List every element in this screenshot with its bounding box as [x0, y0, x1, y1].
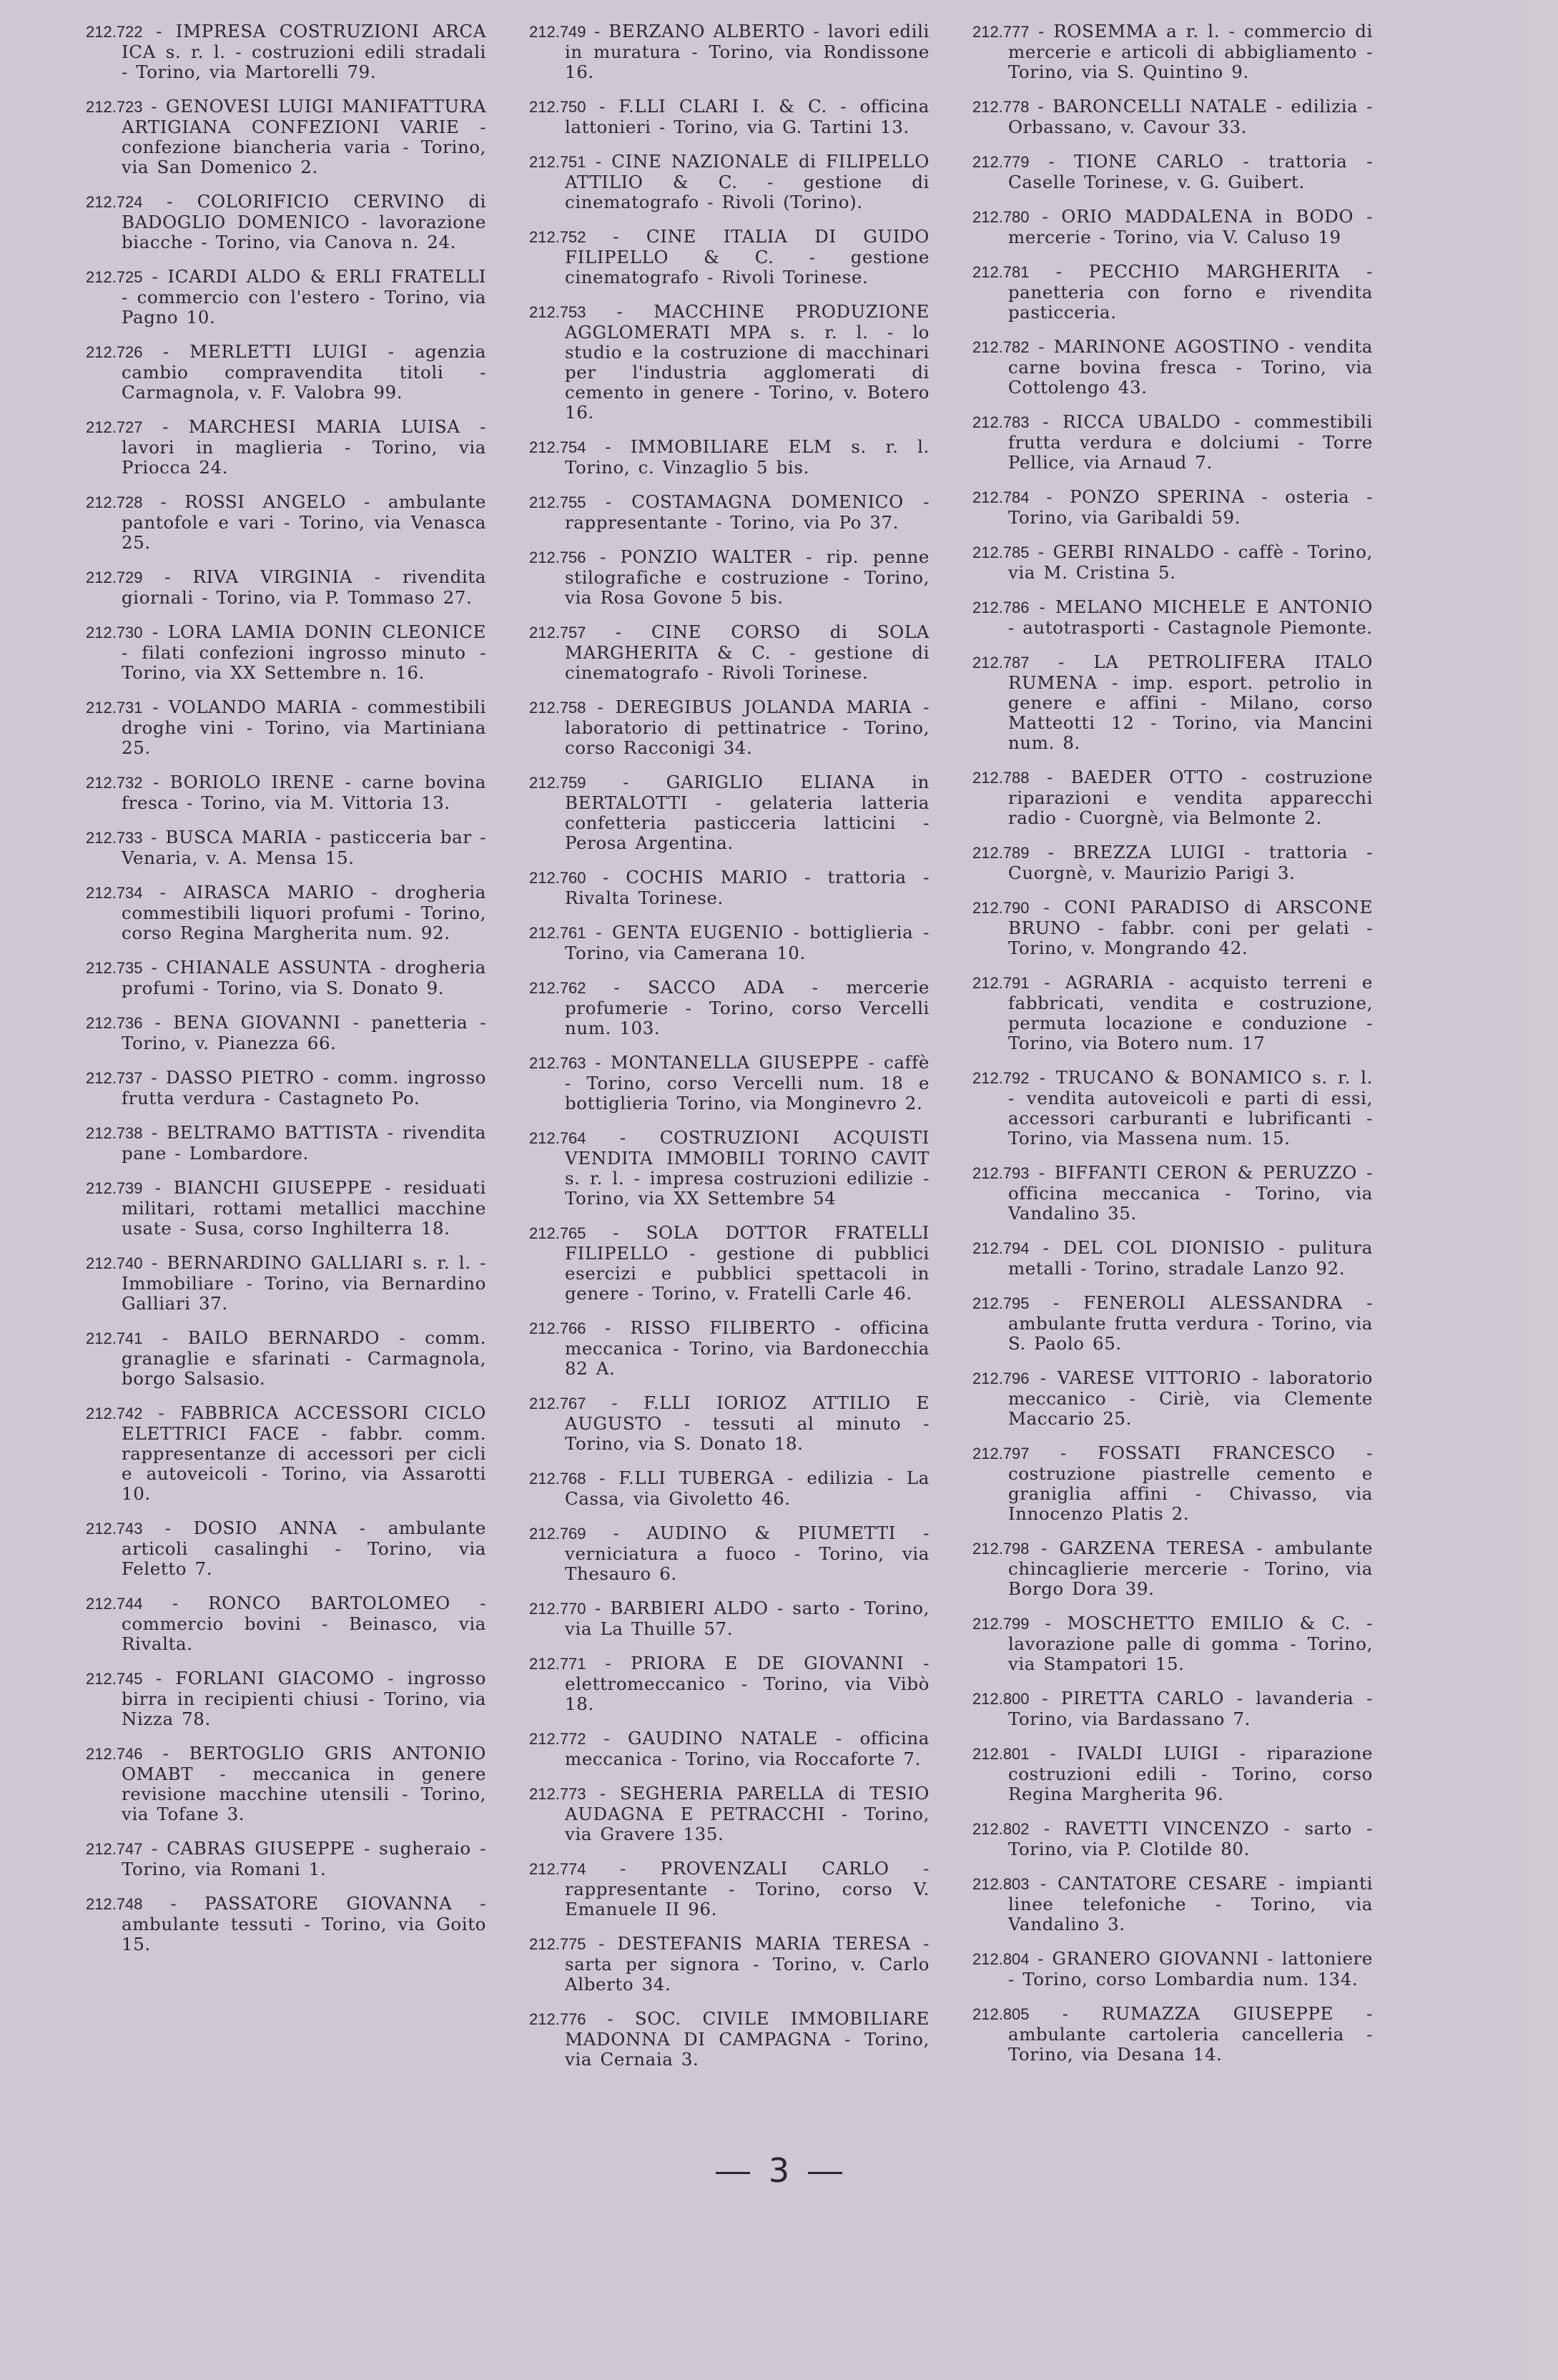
entry-number: 212.796 [972, 1370, 1030, 1387]
entry-number: 212.746 [86, 1745, 143, 1763]
registry-entry [529, 1784, 930, 1844]
entry-text: - BREZZA LUIGI - trattoria - Cuorgnè, v. Maurizio Parigi 3. [1008, 842, 1373, 883]
registry-entry [86, 97, 486, 177]
registry-entry [972, 652, 1373, 753]
registry-entry [86, 492, 486, 553]
entry-number: 212.795 [972, 1294, 1030, 1312]
registry-entry [972, 898, 1373, 958]
entry-text: - GRANERO GIOVANNI - lattoniere - Torino, corso Lombardia num. 134. [1008, 1948, 1373, 1990]
entry-text: - GENTA EUGENIO - bottiglieria - Torino, via Camerana 10. [565, 922, 930, 963]
registry-entry [972, 1068, 1373, 1149]
entry-number: 212.760 [529, 869, 586, 887]
entry-number: 212.726 [86, 343, 143, 361]
entry-text: - RUMAZZA GIUSEPPE - ambulante cartoleria cancelleria - Torino, via Desana 14. [1008, 2003, 1373, 2065]
registry-entry [972, 97, 1373, 137]
registry-entry [972, 1744, 1373, 1804]
registry-entry [86, 1593, 486, 1654]
entry-text: - ORIO MADDALENA in BODO - mercerie - Torino, via V. Caluso 19 [1008, 206, 1373, 247]
entry-text: - DOSIO ANNA - ambulante articoli casalinghi - Torino, via Feletto 7. [122, 1518, 486, 1579]
entry-number: 212.729 [86, 569, 143, 586]
entry-text: - BIFFANTI CERON & PERUZZO - officina meccanica - Torino, via Vandalino 35. [1008, 1162, 1373, 1224]
entry-number: 212.758 [529, 699, 586, 717]
entry-number: 212.793 [972, 1164, 1030, 1182]
registry-entry [972, 842, 1373, 883]
registry-entry [86, 1839, 486, 1879]
entry-text: - ICARDI ALDO & ERLI FRATELLI - commercio con l'estero - Torino, via Pagno 10. [122, 266, 486, 328]
registry-entry [86, 1328, 486, 1389]
entry-number: 212.791 [972, 974, 1030, 992]
entry-number: 212.743 [86, 1520, 143, 1538]
entry-text: - COCHIS MARIO - trattoria - Rivalta Torinese. [565, 867, 930, 908]
registry-entry [972, 487, 1373, 528]
entry-text: - TIONE CARLO - trattoria - Caselle Torinese, v. G. Guibert. [1008, 151, 1373, 192]
entry-text: - FABBRICA ACCESSORI CICLO ELETTRICI FACE - fabbr. comm. rappresentanze di accessori per cicli e autoveicoli - Torino, via Assarotti 10. [122, 1402, 486, 1504]
entry-number: 212.798 [972, 1540, 1030, 1558]
entry-number: 212.725 [86, 268, 143, 286]
entry-text: - GERBI RINALDO - caffè - Torino, via M. Cristina 5. [1008, 541, 1373, 583]
entry-number: 212.765 [529, 1224, 586, 1242]
entry-text: - CHIANALE ASSUNTA - drogheria profumi - Torino, via S. Donato 9. [122, 957, 486, 998]
registry-entry [86, 1894, 486, 1954]
entry-number: 212.730 [86, 624, 143, 641]
entry-text: - CONI PARADISO di ARSCONE BRUNO - fabbr. coni per gelati - Torino, v. Mongrando 42. [1008, 897, 1373, 958]
entry-number: 212.779 [972, 153, 1030, 171]
entry-number: 212.736 [86, 1014, 143, 1032]
entry-text: - RISSO FILIBERTO - officina meccanica - Torino, via Bardonecchia 82 A. [565, 1317, 930, 1379]
registry-entry [972, 542, 1373, 583]
entry-text: - TRUCANO & BONAMICO s. r. l. - vendita autoveicoli e parti di essi, accessori carburanti e lubrificanti - Torino, via Massena num. 15. [1008, 1067, 1373, 1149]
entry-number: 212.733 [86, 829, 143, 847]
registry-entry [529, 1223, 930, 1304]
entry-text: - SACCO ADA - mercerie profumerie - Torino, corso Vercelli num. 103. [565, 977, 930, 1038]
registry-entry [972, 767, 1373, 828]
entry-text: - MOSCHETTO EMILIO & C. - lavorazione palle di gomma - Torino, via Stampatori 15. [1008, 1613, 1373, 1674]
entry-text: - MONTANELLA GIUSEPPE - caffè - Torino, corso Vercelli num. 18 e bottiglieria Torino, via Monginevro 2. [565, 1052, 930, 1113]
entry-number: 212.751 [529, 153, 586, 171]
registry-entry [972, 1443, 1373, 1524]
registry-entry [972, 262, 1373, 323]
registry-entry [529, 1653, 930, 1714]
entry-number: 212.755 [529, 493, 586, 511]
entry-number: 212.742 [86, 1405, 143, 1422]
registry-entry [86, 1518, 486, 1579]
entry-number: 212.731 [86, 699, 143, 717]
entry-number: 212.749 [529, 23, 586, 41]
entry-number: 212.753 [529, 303, 586, 321]
entry-text: - FOSSATI FRANCESCO - costruzione piastrelle cemento e graniglia affini - Chivasso, via Innocenzo Platis 2. [1008, 1442, 1373, 1524]
registry-entry [529, 697, 930, 758]
entry-text: - DEL COL DIONISIO - pulitura metalli - Torino, stradale Lanzo 92. [1008, 1237, 1373, 1279]
entry-text: - BARBIERI ALDO - sarto - Torino, via La Thuille 57. [565, 1598, 930, 1639]
registry-entry [529, 1729, 930, 1769]
entry-number: 212.722 [86, 23, 143, 41]
entry-number: 212.750 [529, 98, 586, 116]
entry-number: 212.781 [972, 263, 1030, 281]
entry-number: 212.764 [529, 1129, 586, 1147]
entry-text: - AGRARIA - acquisto terreni e fabbricati, vendita e costruzione, permuta locazione e conduzione - Torino, via Botero num. 17 [1008, 972, 1373, 1053]
entry-number: 212.783 [972, 413, 1030, 431]
entry-text: - AIRASCA MARIO - drogheria commestibili liquori profumi - Torino, corso Regina Margherita num. 92. [122, 882, 486, 943]
entry-number: 212.797 [972, 1445, 1030, 1462]
registry-entry [972, 2004, 1373, 2065]
entry-number: 212.772 [529, 1730, 586, 1748]
registry-entry [529, 1393, 930, 1454]
entry-number: 212.745 [86, 1670, 143, 1688]
entry-number: 212.769 [529, 1525, 586, 1543]
registry-entry [86, 1178, 486, 1239]
registry-entry [86, 1668, 486, 1729]
entry-text: - PONZIO WALTER - rip. penne stilografiche e costruzione - Torino, via Rosa Govone 5 bis. [565, 546, 930, 608]
entry-number: 212.775 [529, 1935, 586, 1953]
registry-entry [529, 97, 930, 137]
entry-number: 212.773 [529, 1785, 586, 1803]
entry-number: 212.727 [86, 418, 143, 436]
entry-text: - CINE CORSO di SOLA MARGHERITA & C. - gestione di cinematografo - Rivoli Torinese. [565, 621, 930, 683]
entry-text: - ROSSI ANGELO - ambulante pantofole e vari - Torino, via Venasca 25. [122, 491, 486, 553]
entry-text: - CANTATORE CESARE - impianti linee telefoniche - Torino, via Vandalino 3. [1008, 1873, 1373, 1934]
entry-text: - BENA GIOVANNI - panetteria - Torino, v. Pianezza 66. [122, 1012, 486, 1053]
registry-entry [529, 492, 930, 533]
entry-text: - MELANO MICHELE E ANTONIO - autotrasporti - Castagnole Piemonte. [1008, 596, 1373, 638]
registry-entry [529, 1523, 930, 1584]
entry-text: - BERZANO ALBERTO - lavori edili in muratura - Torino, via Rondissone 16. [565, 21, 930, 82]
entry-text: - VARESE VITTORIO - laboratorio meccanico - Ciriè, via Clemente Maccario 25. [1008, 1367, 1373, 1429]
entry-number: 212.790 [972, 899, 1030, 917]
registry-entry [972, 1613, 1373, 1674]
registry-entry [86, 267, 486, 328]
entry-number: 212.801 [972, 1745, 1030, 1763]
entry-number: 212.735 [86, 959, 143, 977]
entry-text: - BUSCA MARIA - pasticceria bar - Venaria, v. A. Mensa 15. [122, 827, 486, 868]
entry-number: 212.748 [86, 1895, 143, 1913]
page-edge [1529, 0, 1558, 2380]
entry-text: - IVALDI LUIGI - riparazione costruzioni edili - Torino, corso Regina Margherita 96. [1008, 1743, 1373, 1804]
column-3 [972, 21, 1373, 2079]
entry-number: 212.785 [972, 544, 1030, 561]
entry-text: - IMPRESA COSTRUZIONI ARCA ICA s. r. l. - costruzioni edili stradali - Torino, via Martorelli 79. [122, 21, 486, 82]
entry-text: - RIVA VIRGINIA - rivendita giornali - Torino, via P. Tommaso 27. [122, 566, 486, 608]
registry-entry [86, 882, 486, 943]
registry-entry [86, 21, 486, 82]
entry-text: - PECCHIO MARGHERITA - panetteria con forno e rivendita pasticceria. [1008, 261, 1373, 323]
entry-text: - BIANCHI GIUSEPPE - residuati militari, rottami metallici macchine usate - Susa, corso Inghilterra 18. [122, 1177, 486, 1239]
registry-entry [529, 1468, 930, 1509]
registry-entry [86, 1403, 486, 1504]
entry-text: - RAVETTI VINCENZO - sarto - Torino, via P. Clotilde 80. [1008, 1818, 1373, 1859]
entry-text: - BARONCELLI NATALE - edilizia - Orbassano, v. Cavour 33. [1008, 96, 1373, 137]
registry-entry [972, 412, 1373, 473]
entry-text: - PONZO SPERINA - osteria - Torino, via Garibaldi 59. [1008, 486, 1373, 528]
entry-number: 212.738 [86, 1124, 143, 1142]
registry-entry [972, 1874, 1373, 1934]
entry-number: 212.763 [529, 1054, 586, 1072]
entry-number: 212.794 [972, 1239, 1030, 1257]
entry-text: - MACCHINE PRODUZIONE AGGLOMERATI MPA s. r. l. - lo studio e la costruzione di macchinari per l'industria agglomerati di cemento in genere - Torino, v. Botero 16. [565, 301, 930, 423]
entry-number: 212.739 [86, 1179, 143, 1197]
entry-text: - RICCA UBALDO - commestibili frutta verdura e dolciumi - Torre Pellice, via Arnaud 7. [1008, 411, 1373, 473]
entry-text: - COSTAMAGNA DOMENICO - rappresentante - Torino, via Po 37. [565, 491, 930, 533]
entry-text: - DESTEFANIS MARIA TERESA - sarta per signora - Torino, v. Carlo Alberto 34. [565, 1933, 930, 1995]
registry-entry [86, 697, 486, 758]
entry-number: 212.723 [86, 98, 143, 116]
entry-number: 212.784 [972, 488, 1030, 506]
column-2 [529, 21, 930, 2084]
registry-entry [529, 1128, 930, 1209]
entry-number: 212.759 [529, 774, 586, 792]
entry-number: 212.732 [86, 774, 143, 792]
entry-number: 212.805 [972, 2005, 1030, 2023]
entry-text: - CABRAS GIUSEPPE - sugheraio - Torino, via Romani 1. [122, 1838, 486, 1879]
entry-text: - F.LLI TUBERGA - edilizia - La Cassa, via Givoletto 46. [565, 1467, 930, 1509]
entry-number: 212.768 [529, 1470, 586, 1488]
entry-number: 212.770 [529, 1600, 586, 1618]
registry-entry [529, 1859, 930, 1919]
entry-number: 212.766 [529, 1319, 586, 1337]
entry-number: 212.762 [529, 979, 586, 997]
entry-number: 212.777 [972, 23, 1030, 41]
registry-entry [86, 192, 486, 252]
registry-entry [86, 827, 486, 868]
entry-text: - BELTRAMO BATTISTA - rivendita pane - Lombardore. [122, 1122, 486, 1164]
entry-number: 212.744 [86, 1595, 143, 1613]
registry-entry [972, 1163, 1373, 1224]
entry-number: 212.724 [86, 193, 143, 211]
registry-entry [972, 207, 1373, 247]
registry-entry [529, 547, 930, 608]
registry-entry [529, 21, 930, 82]
entry-text: - F.LLI CLARI I. & C. - officina lattonieri - Torino, via G. Tartini 13. [565, 96, 930, 137]
entry-number: 212.741 [86, 1329, 143, 1347]
entry-text: - MARINONE AGOSTINO - vendita carne bovina fresca - Torino, via Cottolengo 43. [1008, 336, 1373, 398]
registry-entry [972, 1688, 1373, 1729]
entry-number: 212.802 [972, 1820, 1030, 1838]
registry-entry [86, 1013, 486, 1053]
entry-text: - MARCHESI MARIA LUISA - lavori in maglieria - Torino, via Priocca 24. [122, 416, 486, 478]
entry-text: - BERTOGLIO GRIS ANTONIO OMABT - meccanica in genere revisione macchine utensili - Torino, via Tofane 3. [122, 1743, 486, 1824]
entry-text: - SEGHERIA PARELLA di TESIO AUDAGNA E PETRACCHI - Torino, via Gravere 135. [565, 1783, 930, 1844]
registry-entry [529, 978, 930, 1038]
registry-entry [529, 437, 930, 478]
entry-text: - GAUDINO NATALE - officina meccanica - Torino, via Roccaforte 7. [565, 1728, 930, 1769]
entry-number: 212.782 [972, 338, 1030, 356]
registry-entry [529, 227, 930, 287]
registry-entry [972, 597, 1373, 638]
entry-text: - SOC. CIVILE IMMOBILIARE MADONNA DI CAMPAGNA - Torino, via Cernaia 3. [565, 2008, 930, 2070]
entry-number: 212.787 [972, 654, 1030, 672]
entry-number: 212.740 [86, 1254, 143, 1272]
entry-number: 212.771 [529, 1655, 586, 1673]
entry-number: 212.734 [86, 884, 143, 902]
entry-number: 212.786 [972, 599, 1030, 616]
registry-entry [529, 302, 930, 423]
entry-number: 212.754 [529, 438, 586, 456]
registry-entry [972, 1368, 1373, 1429]
entry-text: - CINE NAZIONALE di FILIPELLO ATTILIO & C. - gestione di cinematografo - Rivoli (Torino). [565, 151, 930, 212]
entry-text: - LORA LAMIA DONIN CLEONICE - filati confezioni ingrosso minuto - Torino, via XX Settembre n. 16. [122, 621, 486, 683]
entry-text: - BAILO BERNARDO - comm. granaglie e sfarinati - Carmagnola, borgo Salsasio. [122, 1327, 486, 1389]
entry-number: 212.767 [529, 1395, 586, 1412]
column-1 [86, 21, 486, 1969]
entry-number: 212.756 [529, 549, 586, 566]
registry-entry [86, 1123, 486, 1164]
entry-text: - FORLANI GIACOMO - ingrosso birra in recipienti chiusi - Torino, via Nizza 78. [122, 1668, 486, 1729]
entry-text: - VOLANDO MARIA - commestibili droghe vini - Torino, via Martiniana 25. [122, 697, 486, 758]
registry-entry [86, 1744, 486, 1824]
entry-number: 212.774 [529, 1860, 586, 1878]
entry-text: - GENOVESI LUIGI MANIFATTURA ARTIGIANA CONFEZIONI VARIE - confezione biancheria varia - Torino, via San Domenico 2. [122, 96, 486, 177]
entry-number: 212.799 [972, 1615, 1030, 1633]
registry-entry [86, 417, 486, 478]
entry-text: - FENEROLI ALESSANDRA - ambulante frutta verdura - Torino, via S. Paolo 65. [1008, 1292, 1373, 1354]
registry-entry [86, 958, 486, 998]
registry-entry [529, 772, 930, 853]
entry-number: 212.761 [529, 924, 586, 942]
registry-entry [86, 1068, 486, 1108]
entry-text: - PRIORA E DE GIOVANNI - elettromeccanico - Torino, via Vibò 18. [565, 1653, 930, 1714]
entry-text: - PASSATORE GIOVANNA - ambulante tessuti - Torino, via Goito 15. [122, 1893, 486, 1954]
entry-text: - MERLETTI LUIGI - agenzia cambio compravendita titoli - Carmagnola, v. F. Valobra 99. [122, 341, 486, 403]
registry-entry [972, 1819, 1373, 1859]
entry-text: - RONCO BARTOLOMEO - commercio bovini - Beinasco, via Rivalta. [122, 1593, 486, 1654]
registry-entry [529, 867, 930, 908]
page-number: 3 [768, 2151, 790, 2190]
entry-text: - DASSO PIETRO - comm. ingrosso frutta verdura - Castagneto Po. [122, 1067, 486, 1108]
entry-text: - BAEDER OTTO - costruzione riparazioni e vendita apparecchi radio - Cuorgnè, via Belmonte 2. [1008, 767, 1373, 828]
entry-number: 212.780 [972, 208, 1030, 226]
entry-text: - BORIOLO IRENE - carne bovina fresca - Torino, via M. Vittoria 13. [122, 772, 486, 813]
registry-entry [529, 1053, 930, 1113]
registry-entry [972, 1293, 1373, 1354]
registry-entry [529, 622, 930, 683]
entry-text: - GARZENA TERESA - ambulante chincaglierie mercerie - Torino, via Borgo Dora 39. [1008, 1538, 1373, 1599]
entry-text: - PIRETTA CARLO - lavanderia - Torino, via Bardassano 7. [1008, 1688, 1373, 1729]
entry-number: 212.803 [972, 1875, 1030, 1893]
registry-entry [529, 1934, 930, 1995]
entry-text: - GARIGLIO ELIANA in BERTALOTTI - gelateria latteria confetteria pasticceria latticini - Perosa Argentina. [565, 772, 930, 853]
registry-entry [972, 337, 1373, 398]
entry-number: 212.788 [972, 769, 1030, 787]
entry-text: - IMMOBILIARE ELM s. r. l. Torino, c. Vinzaglio 5 bis. [565, 436, 930, 478]
registry-entry [529, 923, 930, 963]
registry-entry [86, 1253, 486, 1314]
entry-text: - PROVENZALI CARLO - rappresentante - Torino, corso V. Emanuele II 96. [565, 1858, 930, 1919]
registry-entry [972, 1538, 1373, 1599]
entry-text: - LA PETROLIFERA ITALO RUMENA - imp. esport. petrolio in genere e affini - Milano, corso Matteotti 12 - Torino, via Mancini num. 8. [1008, 651, 1373, 753]
entry-number: 212.804 [972, 1950, 1030, 1968]
registry-entry [529, 2009, 930, 2070]
entry-number: 212.757 [529, 624, 586, 641]
entry-text: - CINE ITALIA DI GUIDO FILIPELLO & C. - gestione cinematografo - Rivoli Torinese. [565, 226, 930, 287]
entry-text: - COLORIFICIO CERVINO di BADOGLIO DOMENICO - lavorazione biacche - Torino, via Canova n. 24. [122, 191, 486, 252]
entry-number: 212.792 [972, 1069, 1030, 1087]
entry-text: - AUDINO & PIUMETTI - verniciatura a fuoco - Torino, via Thesauro 6. [565, 1523, 930, 1584]
entry-text: - COSTRUZIONI ACQUISTI VENDITA IMMOBILI TORINO CAVIT s. r. l. - impresa costruzioni edilizie - Torino, via XX Settembre 54 [565, 1127, 930, 1209]
registry-entry [972, 1238, 1373, 1279]
registry-entry [86, 622, 486, 683]
entry-number: 212.778 [972, 98, 1030, 116]
entry-text: - BERNARDINO GALLIARI s. r. l. - Immobiliare - Torino, via Bernardino Galliari 37. [122, 1252, 486, 1314]
registry-entry [86, 772, 486, 813]
entry-text: - DEREGIBUS JOLANDA MARIA - laboratorio di pettinatrice - Torino, corso Racconigi 34. [565, 697, 930, 758]
entry-number: 212.776 [529, 2010, 586, 2028]
registry-entry [86, 567, 486, 608]
entry-text: - ROSEMMA a r. l. - commercio di mercerie e articoli di abbigliamento - Torino, via S. Quintino 9. [1008, 21, 1373, 82]
entry-number: 212.737 [86, 1069, 143, 1087]
registry-entry [529, 152, 930, 212]
registry-entry [972, 152, 1373, 192]
registry-entry [86, 342, 486, 403]
entry-number: 212.752 [529, 228, 586, 246]
registry-entry [529, 1318, 930, 1379]
entry-number: 212.800 [972, 1690, 1030, 1708]
left-dash [716, 2172, 750, 2174]
entry-number: 212.747 [86, 1840, 143, 1858]
registry-entry [972, 973, 1373, 1053]
entry-text: - SOLA DOTTOR FRATELLI FILIPELLO - gestione di pubblici esercizi e pubblici spettacoli in genere - Torino, v. Fratelli Carle 46. [565, 1222, 930, 1304]
entry-number: 212.728 [86, 493, 143, 511]
registry-entry [972, 21, 1373, 82]
page-number-footer [0, 2151, 1558, 2190]
right-dash [808, 2172, 842, 2174]
registry-entry [529, 1598, 930, 1639]
entry-text: - F.LLI IORIOZ ATTILIO E AUGUSTO - tessuti al minuto - Torino, via S. Donato 18. [565, 1392, 930, 1454]
registry-entry [972, 1949, 1373, 1990]
entry-number: 212.789 [972, 844, 1030, 862]
